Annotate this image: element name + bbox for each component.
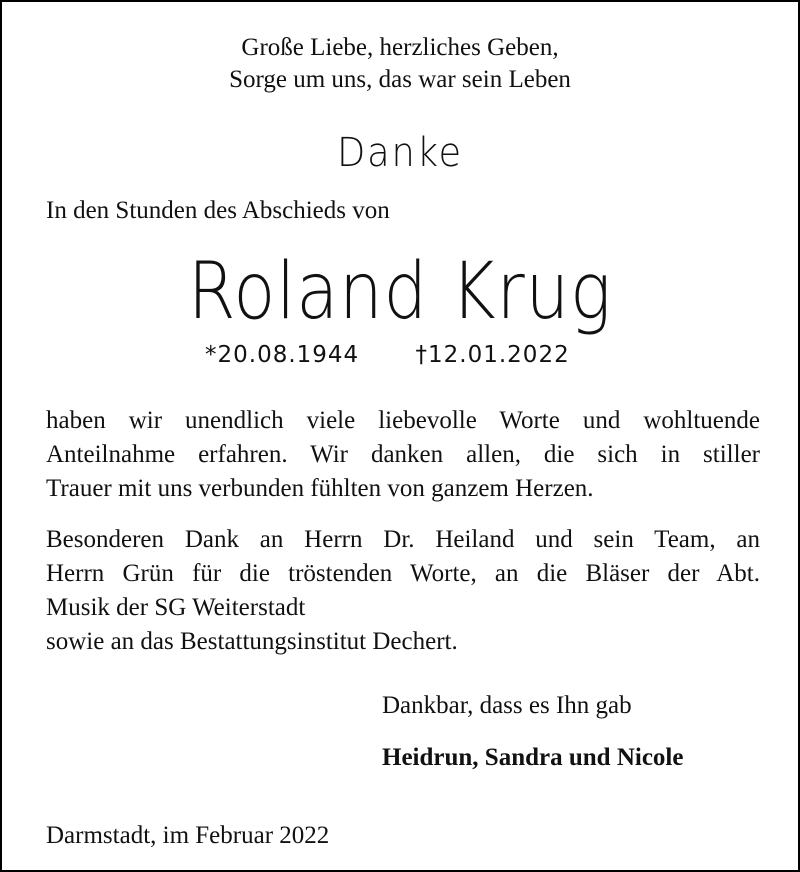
intro-text: In den Stunden des Abschieds von — [46, 197, 390, 224]
poem-line: Sorge um uns, das war sein Leben — [229, 66, 571, 93]
thanks-paragraph — [46, 404, 760, 506]
place-and-date: Darmstadt, im Februar 2022 — [46, 822, 330, 849]
death-date: †12.01.2022 — [415, 342, 570, 368]
paragraph-line: Anteilnahme erfahren. Wir danken allen, die sich in stiller — [46, 441, 760, 468]
paragraph-line: Herrn Grün für die tröstenden Worte, an die Bläser der Abt. — [46, 560, 760, 587]
life-dates — [205, 342, 570, 368]
poem-verse — [2, 32, 798, 96]
paragraph-line: Besonderen Dank an Herrn Dr. Heiland und sein Team, an — [46, 526, 760, 553]
paragraph-line: Trauer mit uns verbunden fühlten von ganzem Herzen. — [46, 475, 594, 502]
signers: Heidrun, Sandra und Nicole — [382, 744, 684, 771]
closing-line: Dankbar, dass es Ihn gab — [382, 692, 632, 719]
birth-date: *20.08.1944 — [205, 342, 360, 368]
paragraph-line: sowie an das Bestattungsinstitut Dechert. — [46, 628, 458, 655]
special-thanks-paragraph — [46, 523, 760, 659]
thanks-heading: Danke — [336, 130, 464, 176]
poem-line: Große Liebe, herzliches Geben, — [241, 34, 559, 61]
paragraph-line: Musik der SG Weiterstadt — [46, 594, 306, 621]
deceased-name: Roland Krug — [187, 247, 613, 337]
paragraph-line: haben wir unendlich viele liebevolle Worte und wohltuende — [46, 407, 760, 434]
